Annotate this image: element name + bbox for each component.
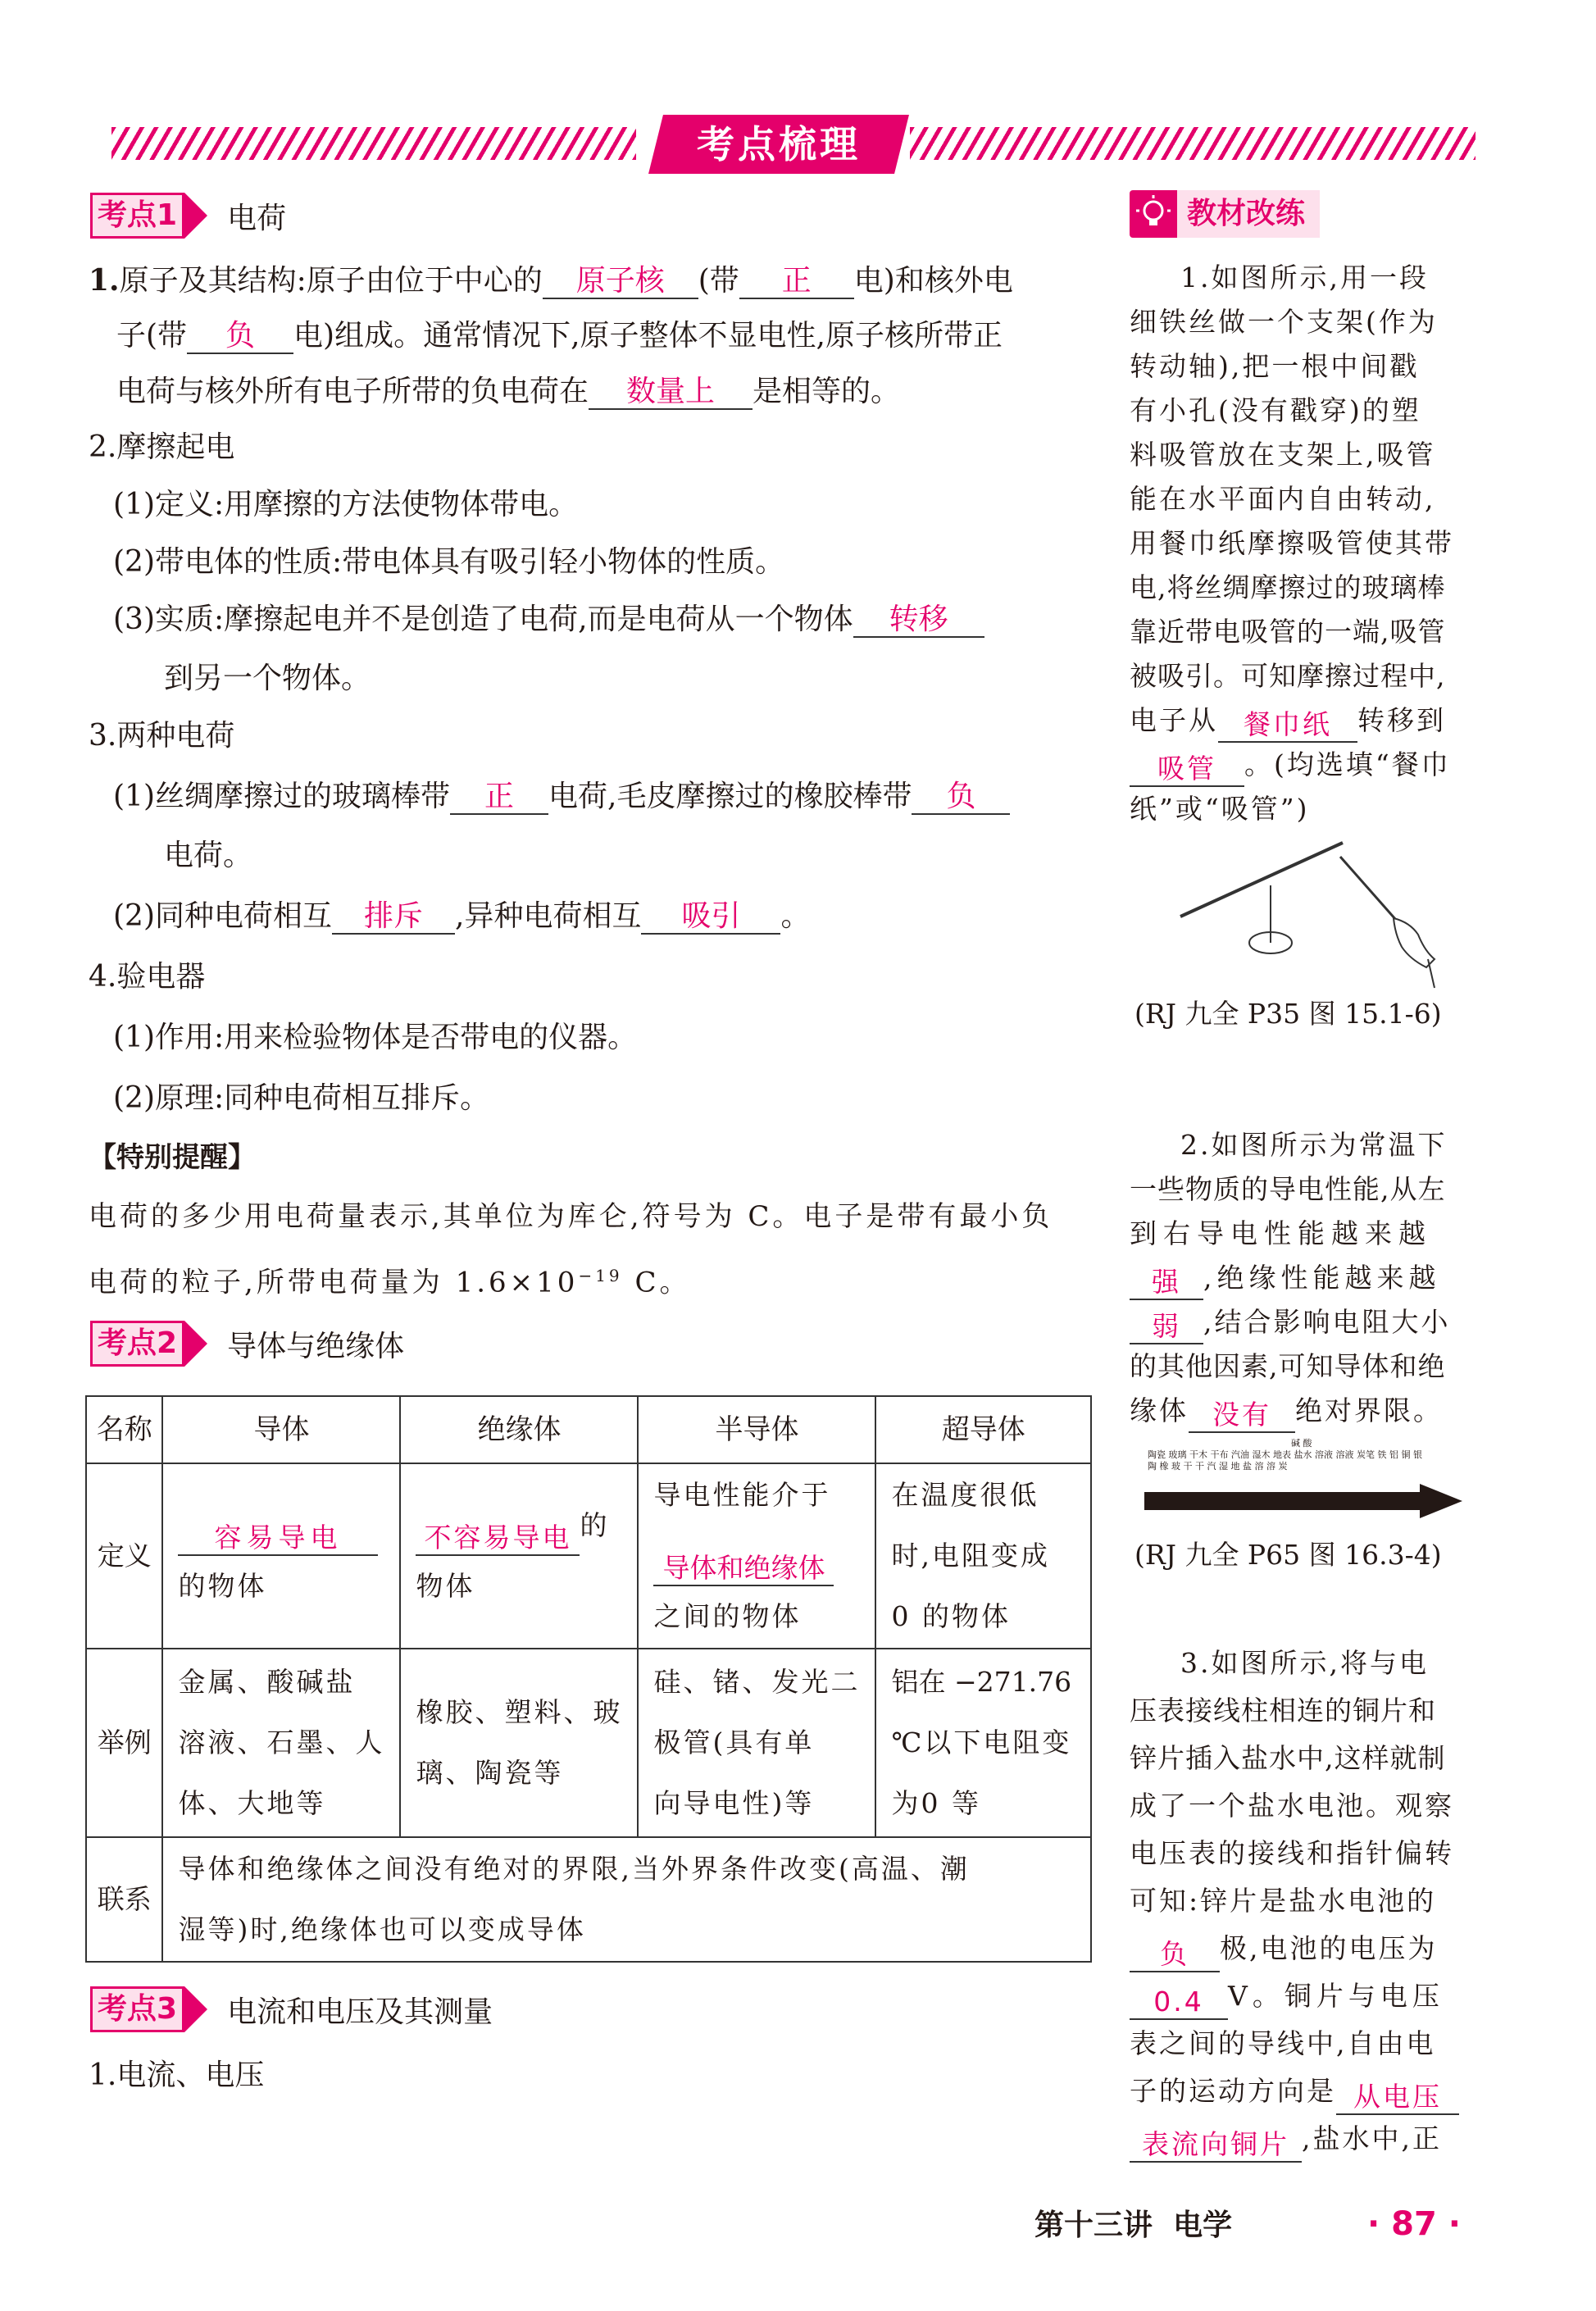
q3-line: 3.如图所示,将与电 <box>1180 1647 1429 1679</box>
reminder-line1: 电荷的多少用电荷量表示,其单位为库仑,符号为 C。电子是带有最小负 <box>89 1200 1053 1233</box>
footer-chapter: 第十三讲 电学 <box>1034 2209 1233 2242</box>
q1-line: 能在水平面内自由转动, <box>1130 483 1436 515</box>
table-cell: 铝在 −271.76 ℃以下电阻变 为0 等 <box>875 1649 1091 1837</box>
q3-line: 成了一个盐水电池。观察 <box>1130 1790 1454 1822</box>
q1-line: 有小孔(没有戳穿)的塑 <box>1130 394 1421 426</box>
table-row <box>86 1463 1091 1649</box>
q2-line-blank: 强 ,绝缘性能越来越 <box>1130 1256 1441 1300</box>
q3-line: 锌片插入盐水中,这样就制 <box>1130 1742 1446 1774</box>
kaodian-arrow-icon <box>184 1321 207 1367</box>
k1-p3-s1: (1)丝绸摩擦过的玻璃棒带 正 电荷,毛皮摩擦过的橡胶棒带 负 <box>113 779 1010 815</box>
q1-line: 纸”或“吸管”) <box>1130 793 1310 825</box>
q1-line: 用餐巾纸摩擦吸管使其带 <box>1130 527 1454 559</box>
q1-line-blank: 吸管 。(均选填“餐巾 <box>1130 743 1451 787</box>
k1-p1-line1: 1.原子及其结构:原子由位于中心的 原子核 (带 正 电)和核外电 <box>89 263 1013 298</box>
k1-p1-line2: 子(带 负 电)组成。通常情况下,原子整体不显电性,原子核所带正 <box>116 319 1003 353</box>
q1-line: 料吸管放在支架上,吸管 <box>1130 439 1436 471</box>
q3-line: 压表接线柱相连的铜片和 <box>1130 1695 1436 1726</box>
q3-line-blank: 表流向铜片 ,盐水中,正 <box>1130 2115 1442 2163</box>
q2-line: 2.如图所示为常温下 <box>1180 1129 1448 1161</box>
q2-line: 到右导电性能越来越 <box>1130 1217 1432 1249</box>
reminder-line2: 电荷的粒子,所带电荷量为 $1.6\times 10^{-19}$ C。 <box>89 1266 691 1299</box>
table-header-cell: 名称 <box>86 1396 162 1463</box>
q2-line: 的其他因素,可知导体和绝 <box>1130 1350 1446 1382</box>
row-label: 定义 <box>86 1463 162 1649</box>
k1-p4-s1: (1)作用:用来检验物体是否带电的仪器。 <box>113 1021 638 1054</box>
q3-line-blank: 子的运动方向是 从电压 <box>1130 2068 1459 2115</box>
reminder-title: 【特别提醒】 <box>89 1141 256 1174</box>
table-header-cell: 导体 <box>162 1396 400 1463</box>
header-title: 考点梳理 <box>697 122 861 166</box>
q3-line: 表之间的导线中,自由电 <box>1130 2027 1436 2059</box>
sidebar-title: 教材改练 <box>1177 190 1320 238</box>
row-label: 联系 <box>86 1837 162 1962</box>
table-cell: 导体和绝缘体之间没有绝对的界限,当外界条件改变(高温、潮 湿等)时,绝缘体也可以变成导体 <box>162 1837 1091 1962</box>
conductivity-scale-labels: 碱 酸 陶瓷 玻璃 干木 干布 汽油 湿木 地表 盐水 溶液 溶液 炭笔 铁 铝 铜 银 陶 橡 玻 干 干 汽 湿 地 盐 溶 溶 炭 <box>1148 1438 1422 1472</box>
conductor-table <box>85 1395 1092 1963</box>
page-number: · 87 · <box>1367 2205 1461 2243</box>
table-header-cell: 半导体 <box>638 1396 875 1463</box>
kaodian-arrow-icon <box>184 1986 207 2032</box>
table-cell: 硅、锗、发光二 极管(具有单 向导电性)等 <box>638 1649 875 1837</box>
table-cell: 容易导电 的物体 <box>162 1463 400 1649</box>
k1-p2-s3b: 到另一个物体。 <box>164 662 371 695</box>
q2-line: 一些物质的导电性能,从左 <box>1130 1173 1446 1205</box>
q3-line-blank: 0.4 V。铜片与电压 <box>1130 1972 1444 2020</box>
header-hatch-right <box>910 127 1476 160</box>
q3-line-blank: 负 极,电池的电压为 <box>1130 1925 1438 1972</box>
kaodian3-title: 电流和电压及其测量 <box>227 1995 493 2029</box>
q1-line: 靠近带电吸管的一端,吸管 <box>1130 616 1446 648</box>
k1-p1-line3: 电荷与核外所有电子所带的负电荷在 数量上 是相等的。 <box>116 375 901 408</box>
kaodian3-label: 考点3 <box>90 1986 184 2032</box>
k1-p2-title: 2.摩擦起电 <box>89 430 235 464</box>
k3-p1: 1.电流、电压 <box>89 2059 265 2092</box>
row-label: 举例 <box>86 1649 162 1837</box>
q2-caption: (RJ 九全 P65 图 16.3-4) <box>1134 1539 1442 1571</box>
q1-line-blank: 电子从 餐巾纸 转移到 <box>1130 698 1446 743</box>
q3-line: 电压表的接线和指针偏转 <box>1130 1837 1454 1869</box>
k1-p2-s1: (1)定义:用摩擦的方法使物体带电。 <box>113 488 579 521</box>
q1-line: 细铁丝做一个支架(作为 <box>1130 306 1438 338</box>
q1-line: 转动轴),把一根中间戳 <box>1130 350 1420 382</box>
q2-line-blank: 缘体 没有 绝对界限。 <box>1130 1389 1443 1433</box>
k1-p3-s2: (2)同种电荷相互 排斥 ,异种电荷相互 吸引 。 <box>113 899 811 933</box>
q3-line: 可知:锌片是盐水电池的 <box>1130 1885 1437 1917</box>
table-cell: 橡胶、塑料、玻 璃、陶瓷等 <box>400 1649 638 1837</box>
k1-p4-title: 4.验电器 <box>89 960 206 994</box>
kaodian2-title: 导体与绝缘体 <box>227 1329 405 1363</box>
table-cell: 在温度很低 时,电阻变成 0 的物体 <box>875 1463 1091 1649</box>
q1-line: 电,将丝绸摩擦过的玻璃棒 <box>1130 571 1446 603</box>
table-header-cell: 绝缘体 <box>400 1396 638 1463</box>
header-hatch-left <box>111 127 636 160</box>
k1-p2-s3: (3)实质:摩擦起电并不是创造了电荷,而是电荷从一个物体 转移 <box>113 602 984 638</box>
kaodian1-title: 电荷 <box>227 201 287 235</box>
k1-p3-title: 3.两种电荷 <box>89 719 235 753</box>
q1-line: 被吸引。可知摩擦过程中, <box>1130 660 1446 692</box>
q1-line: 1.如图所示,用一段 <box>1180 262 1429 293</box>
table-row <box>86 1837 1091 1962</box>
kaodian3-heading <box>90 1987 493 2031</box>
straw-figure <box>1164 836 1443 992</box>
q2-line-blank: 弱 ,结合影响电阻大小 <box>1130 1300 1451 1344</box>
table-cell: 金属、酸碱盐 溶液、石墨、人 体、大地等 <box>162 1649 400 1837</box>
kaodian1-heading <box>90 193 286 238</box>
arrow-right-icon <box>1144 1484 1462 1520</box>
kaodian-arrow-icon <box>184 193 207 239</box>
k1-p4-s2: (2)原理:同种电荷相互排斥。 <box>113 1081 490 1115</box>
k1-p3-s1c: 电荷。 <box>164 839 253 872</box>
kaodian2-heading <box>90 1322 404 1366</box>
table-cell: 导电性能介于 导体和绝缘体 之间的物体 <box>638 1463 875 1649</box>
q1-caption: (RJ 九全 P35 图 15.1-6) <box>1134 998 1442 1030</box>
table-row <box>86 1649 1091 1837</box>
table-header-cell: 超导体 <box>875 1396 1091 1463</box>
lightbulb-icon <box>1130 190 1177 238</box>
table-header-row <box>86 1396 1091 1463</box>
sidebar-heading <box>1130 190 1320 238</box>
k1-p2-s2: (2)带电体的性质:带电体具有吸引轻小物体的性质。 <box>113 545 785 579</box>
table-cell: 不容易导电 的 物体 <box>400 1463 638 1649</box>
kaodian1-label: 考点1 <box>90 193 184 239</box>
kaodian2-label: 考点2 <box>90 1321 184 1367</box>
